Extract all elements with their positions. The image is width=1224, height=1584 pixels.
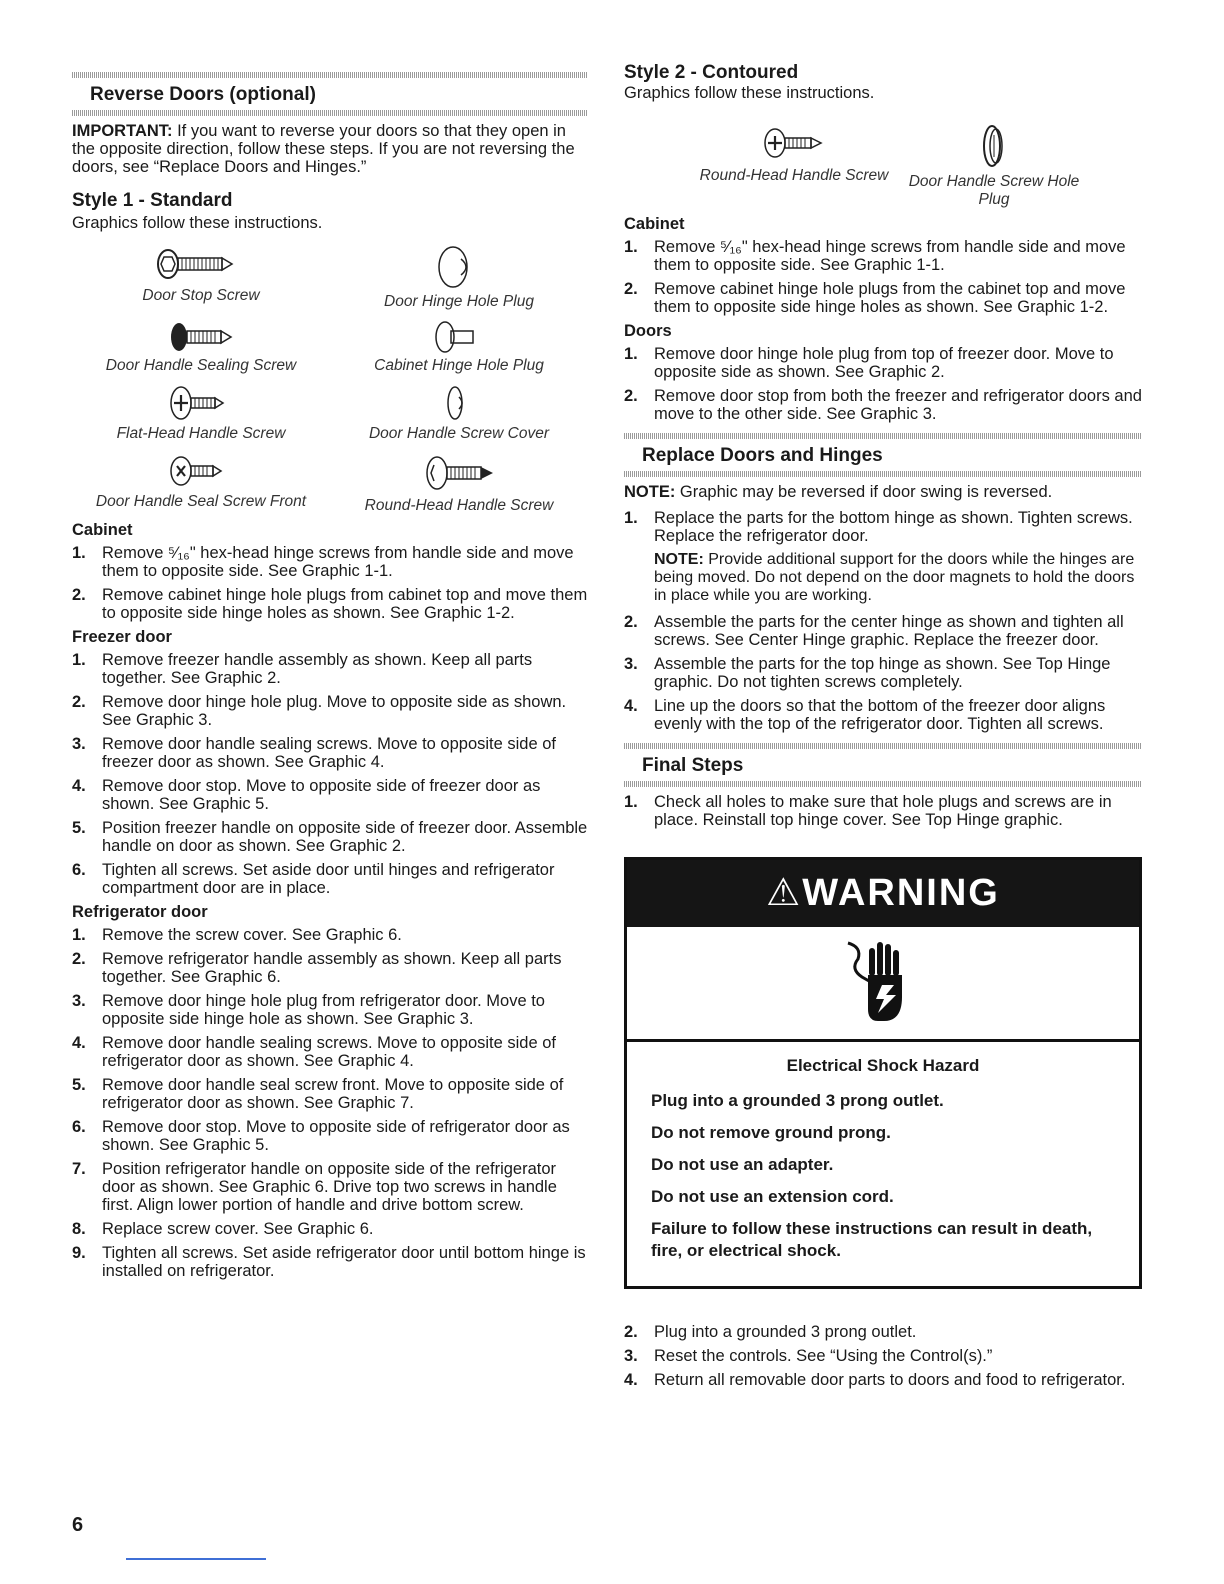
step-number: 4. bbox=[72, 777, 86, 795]
final-steps-continued bbox=[624, 1323, 1142, 1389]
final-steps bbox=[624, 793, 1142, 829]
list-item bbox=[72, 926, 588, 944]
list-item bbox=[72, 819, 588, 855]
list-item bbox=[72, 693, 588, 729]
warning-title: WARNING bbox=[802, 872, 1000, 914]
step-number: 2. bbox=[72, 950, 86, 968]
style2-parts-grid bbox=[694, 121, 1094, 209]
warning-line: Do not use an extension cord. bbox=[651, 1187, 894, 1206]
step-text: Remove ⁵⁄₁₆" hex-head hinge screws from handle side and move them to opposite side. See Graphic 1-1. bbox=[654, 238, 1126, 274]
step-text: Remove cabinet hinge hole plugs from cabinet top and move them to opposite side hinge holes as shown. See Graphic 1-2. bbox=[102, 586, 588, 622]
step-text: Remove door handle seal screw front. Move to opposite side of refrigerator door as shown. See Graphic 7. bbox=[102, 1076, 564, 1112]
round-head-screw-icon bbox=[399, 451, 519, 495]
step-number: 2. bbox=[72, 693, 86, 711]
list-item bbox=[72, 586, 588, 622]
section-header-final-steps bbox=[624, 743, 1142, 787]
step-text: Tighten all screws. Set aside refrigerator door until bottom hinge is installed on refrigerator. bbox=[102, 1244, 586, 1280]
list-item bbox=[624, 509, 1142, 545]
list-item bbox=[624, 387, 1142, 423]
freezer-door-heading: Freezer door bbox=[72, 628, 172, 646]
cabinet-steps bbox=[624, 238, 1142, 316]
step-number: 6. bbox=[72, 1118, 86, 1136]
header-rule-bottom bbox=[624, 471, 1142, 477]
warning-box bbox=[624, 857, 1142, 1289]
list-item bbox=[72, 735, 588, 771]
step-text: Return all removable door parts to doors and food to refrigerator. bbox=[654, 1371, 1126, 1389]
round-head-screw-icon bbox=[739, 121, 849, 165]
step-number: 2. bbox=[624, 1323, 638, 1341]
flat-head-screw-icon bbox=[151, 383, 251, 423]
hinge-hole-plug-icon bbox=[419, 243, 499, 291]
list-item bbox=[624, 793, 1142, 829]
step-number: 2. bbox=[624, 280, 638, 298]
cabinet-heading: Cabinet bbox=[72, 521, 133, 539]
step-number: 9. bbox=[72, 1244, 86, 1262]
step-number: 2. bbox=[624, 387, 638, 405]
step-text: Reset the controls. See “Using the Control(s).” bbox=[654, 1347, 993, 1365]
step-text: Remove door stop from both the freezer and refrigerator doors and move to the other side. See Graphic 3. bbox=[654, 387, 1142, 423]
list-item bbox=[72, 1034, 588, 1070]
part-caption: Cabinet Hinge Hole Plug bbox=[374, 357, 544, 374]
warning-line: Plug into a grounded 3 prong outlet. bbox=[651, 1091, 944, 1110]
hex-head-screw-icon bbox=[146, 243, 256, 285]
style2-title: Style 2 - Contoured bbox=[624, 62, 799, 83]
step-number: 1. bbox=[72, 544, 86, 562]
step-number: 2. bbox=[72, 586, 86, 604]
warning-body bbox=[627, 1042, 1139, 1286]
screw-hole-plug-icon bbox=[964, 121, 1024, 171]
step-text: Remove door stop. Move to opposite side of freezer door as shown. See Graphic 5. bbox=[102, 777, 541, 813]
header-rule-bottom bbox=[624, 781, 1142, 787]
part-door-hinge-hole-plug bbox=[330, 243, 588, 311]
important-paragraph bbox=[72, 122, 588, 176]
list-item bbox=[624, 238, 1142, 274]
list-item bbox=[72, 544, 588, 580]
step-text: Line up the doors so that the bottom of the freezer door aligns evenly with the top of the refrigerator door. Tighten all screws. bbox=[654, 697, 1106, 733]
step-number: 1. bbox=[72, 651, 86, 669]
step-number: 1. bbox=[624, 509, 638, 527]
step-number: 2. bbox=[624, 613, 638, 631]
step-text: Check all holes to make sure that hole plugs and screws are in place. Reinstall top hinge cover. See Top Hinge graphic. bbox=[654, 793, 1112, 829]
warning-line: Do not use an adapter. bbox=[651, 1155, 834, 1174]
warning-triangle-icon: ⚠ bbox=[766, 872, 803, 914]
section-title: Replace Doors and Hinges bbox=[642, 445, 883, 466]
header-rule-bottom bbox=[72, 110, 588, 116]
part-door-handle-sealing-screw bbox=[72, 319, 330, 375]
step-text: Position freezer handle on opposite side of freezer door. Assemble handle on door as shown. See Graphic 2. bbox=[102, 819, 588, 855]
step-number: 3. bbox=[72, 735, 86, 753]
list-item bbox=[72, 1160, 588, 1214]
replace-steps-continued bbox=[624, 613, 1142, 733]
part-round-head-handle-screw bbox=[330, 451, 588, 515]
sealing-screw-icon bbox=[151, 319, 251, 355]
step-text: Remove door hinge hole plug from refrigerator door. Move to opposite side hinge hole as shown. See Graphic 3. bbox=[102, 992, 545, 1028]
doors-steps bbox=[624, 345, 1142, 423]
step-number: 6. bbox=[72, 861, 86, 879]
page-number: 6 bbox=[72, 1514, 84, 1536]
step-number: 4. bbox=[624, 1371, 638, 1389]
list-item bbox=[72, 1220, 588, 1238]
important-label: IMPORTANT: bbox=[72, 122, 173, 140]
cabinet-heading: Cabinet bbox=[624, 215, 685, 233]
part-caption: Door Hinge Hole Plug bbox=[384, 293, 534, 310]
screw-cover-icon bbox=[429, 383, 489, 423]
list-item bbox=[624, 655, 1142, 691]
part-caption: Door Stop Screw bbox=[142, 287, 260, 304]
part-caption: Door Handle Screw Hole Plug bbox=[908, 173, 1080, 208]
step-text: Remove refrigerator handle assembly as shown. Keep all parts together. See Graphic 6. bbox=[102, 950, 562, 986]
doors-heading: Doors bbox=[624, 322, 672, 340]
hazard-title: Electrical Shock Hazard bbox=[786, 1056, 980, 1075]
list-item bbox=[624, 1323, 1142, 1341]
warning-line: Failure to follow these instructions can result in death, fire, or electrical shock. bbox=[651, 1219, 1093, 1260]
step-text: Remove cabinet hinge hole plugs from the cabinet top and move them to opposite side hinge holes as shown. See Graphic 1-2. bbox=[654, 280, 1126, 316]
list-item bbox=[624, 280, 1142, 316]
list-item bbox=[624, 1371, 1142, 1389]
step-number: 4. bbox=[72, 1034, 86, 1052]
step-number: 3. bbox=[624, 655, 638, 673]
step-text: Remove ⁵⁄₁₆" hex-head hinge screws from handle side and move them to opposite side. See Graphic 1-1. bbox=[102, 544, 574, 580]
warning-header bbox=[627, 860, 1139, 927]
list-item bbox=[72, 1076, 588, 1112]
list-item bbox=[624, 1347, 1142, 1365]
left-column bbox=[72, 62, 588, 1286]
step-number: 7. bbox=[72, 1160, 86, 1178]
step-number: 5. bbox=[72, 1076, 86, 1094]
step-number: 1. bbox=[72, 926, 86, 944]
step-text: Plug into a grounded 3 prong outlet. bbox=[654, 1323, 917, 1341]
section-title: Final Steps bbox=[642, 755, 744, 776]
right-column bbox=[624, 62, 1142, 1395]
section-title: Reverse Doors (optional) bbox=[90, 84, 316, 105]
step-text: Remove door stop. Move to opposite side of refrigerator door as shown. See Graphic 5. bbox=[102, 1118, 570, 1154]
section-header-reverse-doors bbox=[72, 72, 588, 116]
list-item bbox=[72, 1244, 588, 1280]
note-text: Provide additional support for the doors while the hinges are being moved. Do not depend on the door magnets to hold the doors in place while you are working. bbox=[654, 551, 1135, 604]
part-caption: Door Handle Sealing Screw bbox=[105, 357, 297, 374]
step-number: 4. bbox=[624, 697, 638, 715]
part-door-handle-screw-cover bbox=[330, 383, 588, 443]
list-item bbox=[624, 613, 1142, 649]
list-item bbox=[72, 1118, 588, 1154]
part-flat-head-handle-screw bbox=[72, 383, 330, 443]
step-text: Assemble the parts for the center hinge as shown and tighten all screws. See Center Hinge graphic. Replace the freezer door. bbox=[654, 613, 1124, 649]
step-number: 1. bbox=[624, 793, 638, 811]
step-text: Remove freezer handle assembly as shown. Keep all parts together. See Graphic 2. bbox=[102, 651, 533, 687]
part-caption: Door Handle Seal Screw Front bbox=[95, 493, 307, 510]
bottom-link-underline[interactable] bbox=[126, 1558, 266, 1560]
list-item bbox=[72, 777, 588, 813]
step-text: Remove door hinge hole plug. Move to opposite side as shown. See Graphic 3. bbox=[102, 693, 567, 729]
part-caption: Round-Head Handle Screw bbox=[364, 497, 554, 514]
list-item bbox=[624, 697, 1142, 733]
part-door-handle-seal-screw-front bbox=[72, 451, 330, 515]
step-number: 5. bbox=[72, 819, 86, 837]
list-item bbox=[72, 950, 588, 986]
important-text: If you want to reverse your doors so that they open in the opposite direction, follow these steps. If you are not reversing the doors, see “Replace Doors and Hinges.” bbox=[72, 122, 575, 176]
step-text: Remove door handle sealing screws. Move to opposite side of refrigerator door as shown. See Graphic 4. bbox=[102, 1034, 556, 1070]
note-label: NOTE: bbox=[624, 483, 676, 501]
list-item bbox=[72, 992, 588, 1028]
step-text: Replace the parts for the bottom hinge as shown. Tighten screws. Replace the refrigerator door. bbox=[654, 509, 1133, 545]
warning-line: Do not remove ground prong. bbox=[651, 1123, 891, 1142]
step-number: 3. bbox=[624, 1347, 638, 1365]
step-text: Tighten all screws. Set aside door until hinges and refrigerator compartment door are in place. bbox=[102, 861, 555, 897]
step-number: 3. bbox=[72, 992, 86, 1010]
replace-note bbox=[624, 483, 1142, 501]
step-text: Remove door handle sealing screws. Move to opposite side of freezer door as shown. See Graphic 4. bbox=[102, 735, 556, 771]
step-text: Assemble the parts for the top hinge as shown. See Top Hinge graphic. Do not tighten screws completely. bbox=[654, 655, 1111, 691]
step-number: 8. bbox=[72, 1220, 86, 1238]
style1-title: Style 1 - Standard bbox=[72, 190, 233, 211]
note-label: NOTE: bbox=[654, 551, 704, 568]
step-text: Position refrigerator handle on opposite side of the refrigerator door as shown. See Graphic 6. Drive top two screws in handle first. Align lower portion of handle and drive bottom screw. bbox=[102, 1160, 557, 1214]
style1-parts-grid bbox=[72, 243, 588, 515]
cabinet-plug-icon bbox=[419, 319, 499, 355]
electrical-shock-icon bbox=[838, 933, 928, 1033]
refrigerator-door-heading: Refrigerator door bbox=[72, 903, 208, 921]
part-door-stop-screw bbox=[72, 243, 330, 311]
part-caption: Round-Head Handle Screw bbox=[699, 167, 889, 184]
list-item bbox=[624, 345, 1142, 381]
style2-subtitle: Graphics follow these instructions. bbox=[624, 84, 875, 102]
step-number: 1. bbox=[624, 345, 638, 363]
step-number: 1. bbox=[624, 238, 638, 256]
part-caption: Flat-Head Handle Screw bbox=[116, 425, 286, 442]
cabinet-steps bbox=[72, 544, 588, 622]
step-text: Remove door hinge hole plug from top of freezer door. Move to opposite side as shown. See Graphic 2. bbox=[654, 345, 1114, 381]
part-door-handle-screw-hole-plug bbox=[894, 121, 1094, 209]
step-text: Remove the screw cover. See Graphic 6. bbox=[102, 926, 402, 944]
part-round-head-handle-screw bbox=[694, 121, 894, 209]
part-caption: Door Handle Screw Cover bbox=[368, 425, 550, 442]
style1-subtitle: Graphics follow these instructions. bbox=[72, 214, 323, 232]
replace-step1-note bbox=[654, 551, 1142, 605]
step-text: Replace screw cover. See Graphic 6. bbox=[102, 1220, 374, 1238]
seal-screw-front-icon bbox=[151, 451, 251, 491]
list-item bbox=[72, 861, 588, 897]
replace-steps bbox=[624, 509, 1142, 545]
list-item bbox=[72, 651, 588, 687]
freezer-steps bbox=[72, 651, 588, 897]
shock-hazard-panel bbox=[627, 927, 1139, 1042]
note-text: Graphic may be reversed if door swing is reversed. bbox=[675, 483, 1053, 501]
part-cabinet-hinge-hole-plug bbox=[330, 319, 588, 375]
refrigerator-steps bbox=[72, 926, 588, 1280]
section-header-replace-doors bbox=[624, 433, 1142, 477]
